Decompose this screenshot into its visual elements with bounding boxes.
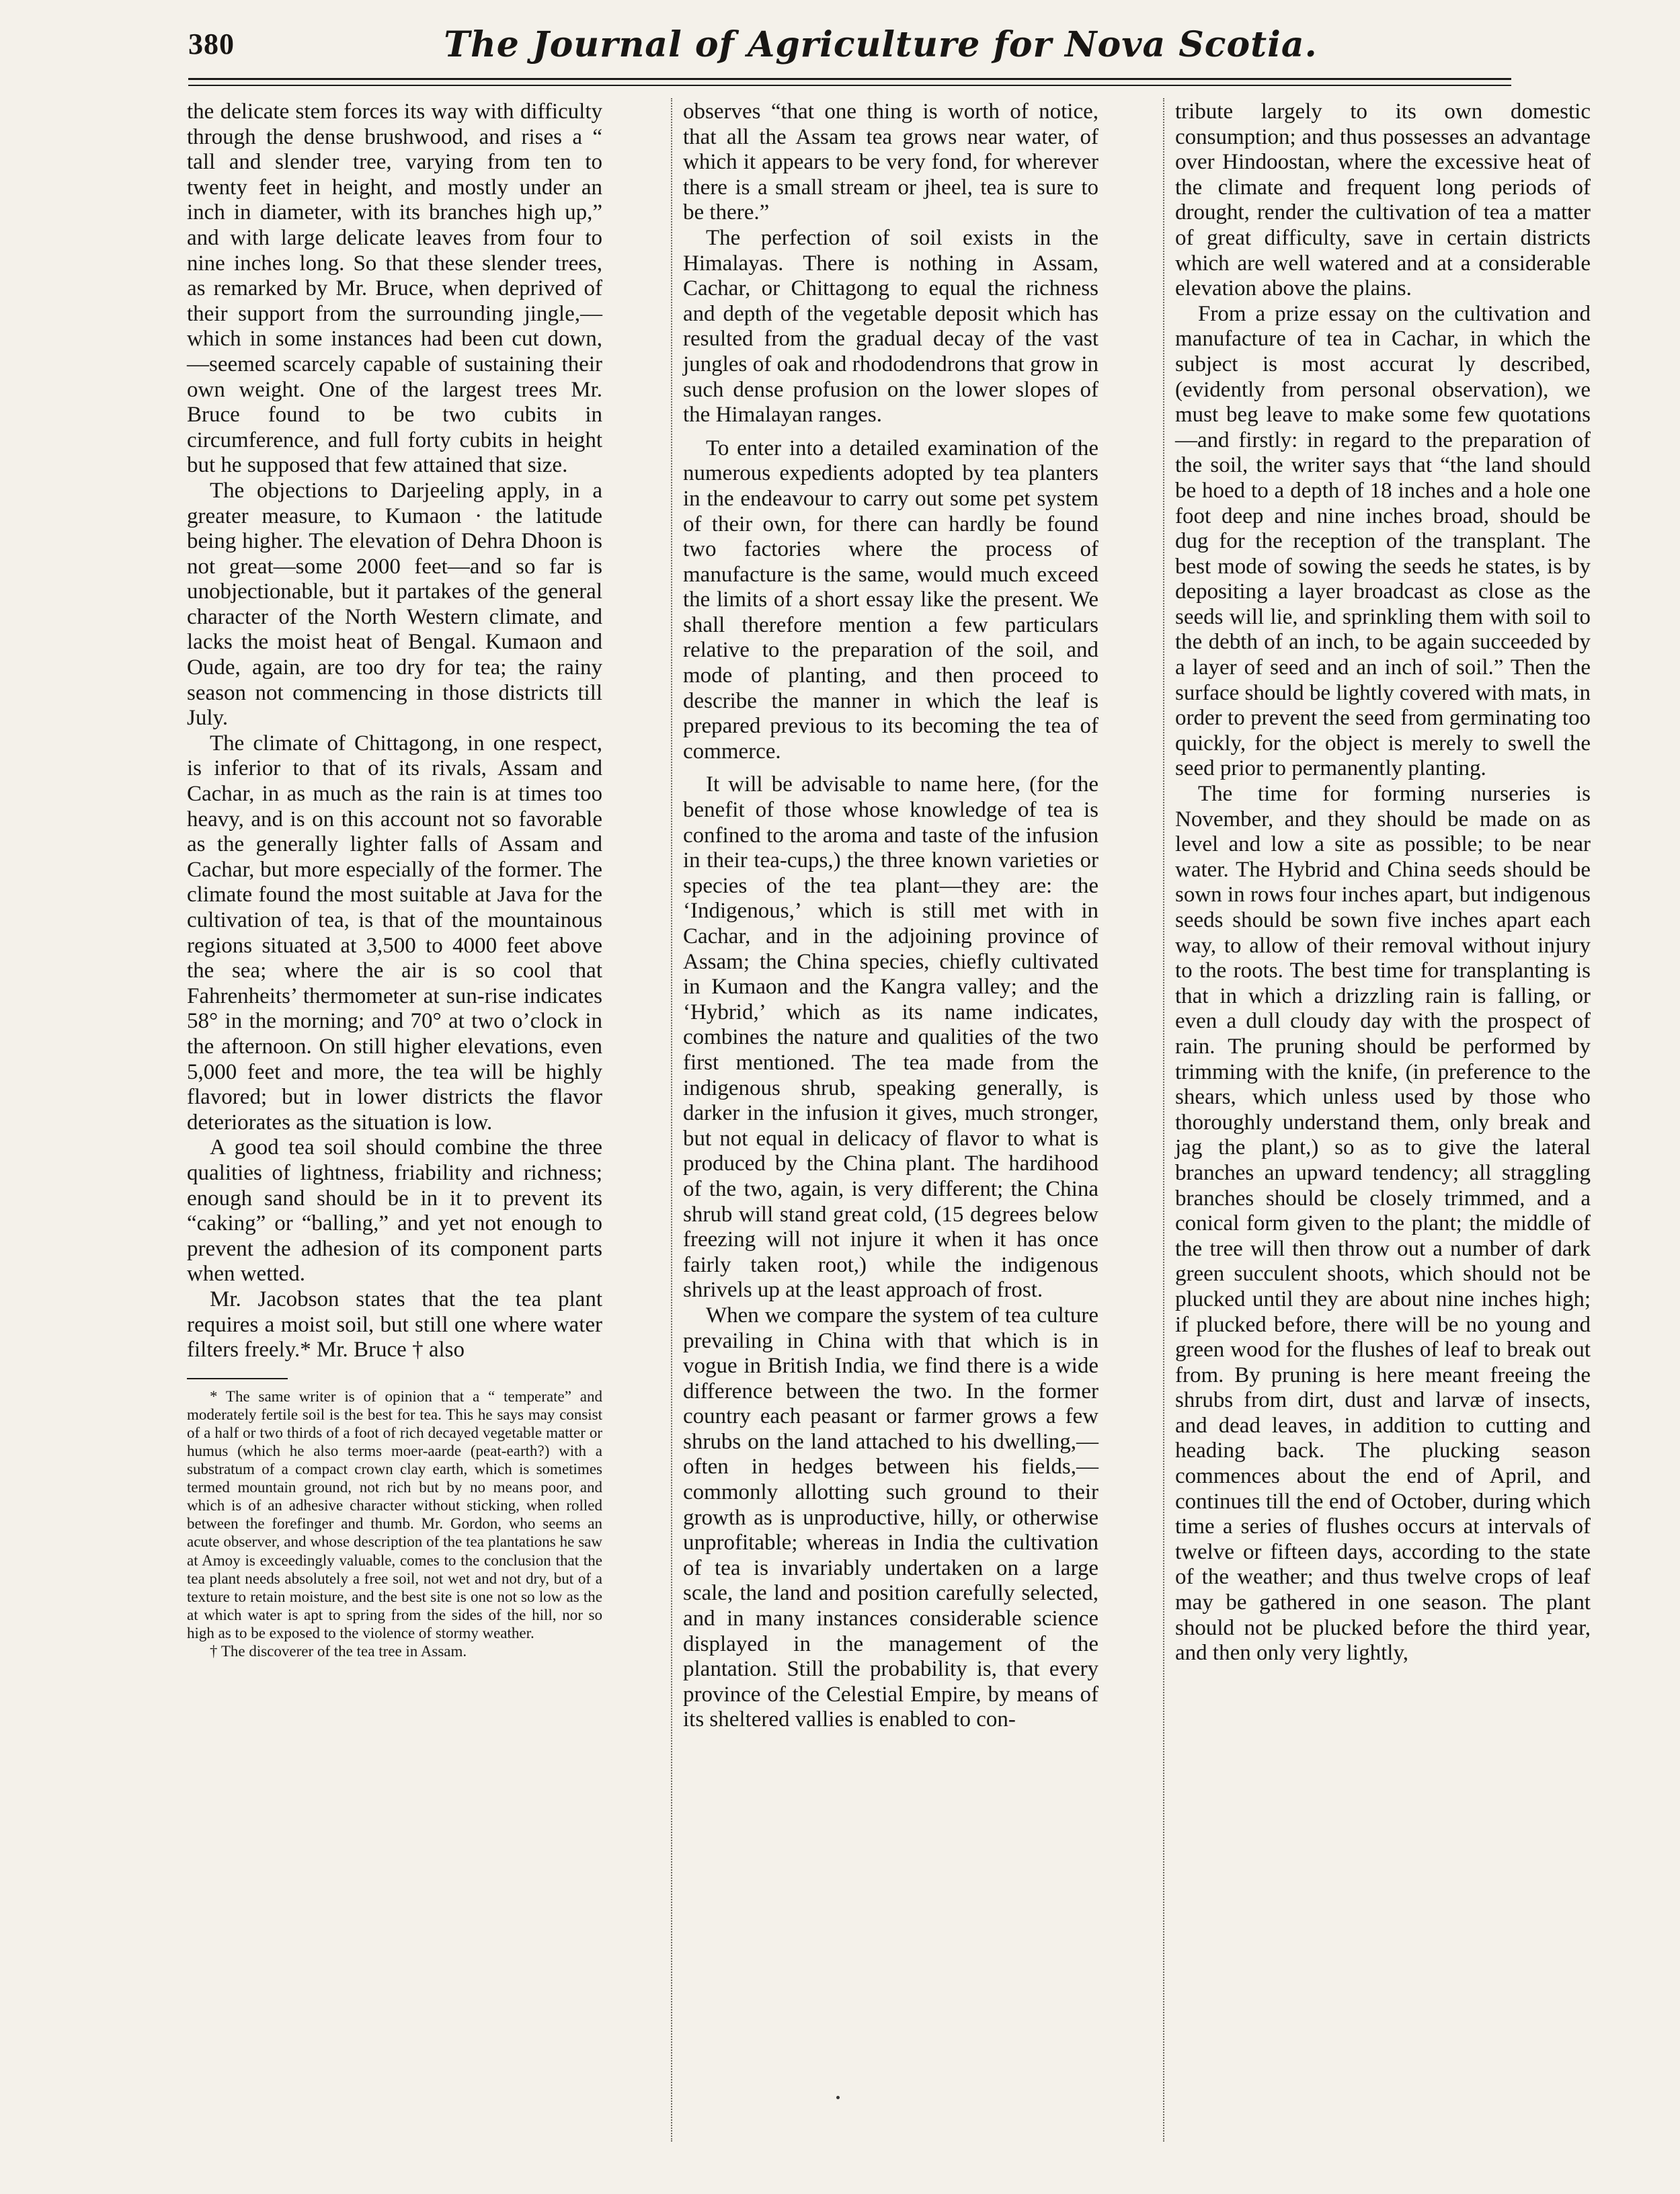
paragraph: The perfection of soil exists in the Himalayas. There is nothing in Assam, Cachar, or Chittagong to equal the richness and depth of the vegetable deposit which has resulted from the gradual decay of the vast jungles of oak and rhododendrons that grow in such dense profusion on the lower slopes of the Himalayan ranges. — [683, 225, 1098, 428]
column-1 — [187, 99, 602, 1660]
running-title: The Journal of Agriculture for Nova Scotia. — [444, 24, 1318, 65]
paragraph: The climate of Chittagong, in one respect, is inferior to that of its rivals, Assam and Cachar, in as much as the rain is at times too heavy, and is on this account not so favorable as the generally lighter falls of Assam and Cachar, but more especially of the former. The climate found the most suitable at Java for the cultivation of tea, is that of the mountainous regions situated at 3,500 to 4000 feet above the sea; where the air is so cool that Fahrenheits’ thermometer at sun-rise indicates 58° in the morning; and 70° at two o’clock in the afternoon. On still higher elevations, even 5,000 feet and more, the tea will be highly flavored; but in lower districts the flavor deteriorates as the situation is low. — [187, 731, 602, 1135]
header-rule — [188, 78, 1511, 80]
footnote: † The discoverer of the tea tree in Assam. — [210, 1643, 467, 1660]
footnote-rule — [187, 1378, 288, 1379]
page-header — [188, 24, 1511, 69]
header-rule-thin — [188, 85, 1511, 86]
printer-mark — [836, 2096, 840, 2099]
column-2 — [683, 99, 1098, 1733]
column-divider — [671, 98, 672, 2142]
paragraph: From a prize essay on the cultivation and manufacture of tea in Cachar, in which the subject is most accurat ly described, (evidently from personal observation), we must beg leave to make some few quotations—and firstly: in regard to the preparation of the soil, the writer says that “the land should be hoed to a depth of 18 inches and a hole one foot deep and nine inches broad, should be dug for the reception of the transplant. The best mode of sowing the seeds he states, is by depositing a layer broadcast as close as the seeds will lie, and sprinkling them with soil to the debth of an inch, to be again succeeded by a layer of seed and an inch of soil.” Then the surface should be lightly covered with mats, in order to prevent the seed from germinating too quickly, for the object is merely to swell the seed prior to permanently planting. — [1175, 301, 1591, 781]
paragraph: the delicate stem forces its way with difficulty through the dense brushwood, and rises a “ tall and slender tree, varying from ten to twenty feet in height, and mostly under an inch in diameter, with its branches high up,” and with large delicate leaves from four to nine inches long. So that these slender trees, as remarked by Mr. Bruce, when deprived of their support from the surrounding jingle,—which in some instances had been cut down,—seemed scarcely capable of sustaining their own weight. One of the largest trees Mr. Bruce found to be two cubits in circumference, and full forty cubits in height but he supposed that few attained that size. — [187, 99, 602, 478]
paragraph: A good tea soil should combine the three qualities of lightness, friability and richness; enough sand should be in it to prevent its “caking” or “balling,” and yet not enough to prevent the adhesion of its component parts when wetted. — [187, 1135, 602, 1287]
page-number: 380 — [188, 28, 235, 60]
column-divider — [1163, 98, 1164, 2142]
paragraph: tribute largely to its own domestic consumption; and thus possesses an advantage over Hindoostan, where the excessive heat of the climate and frequent long periods of drought, render the cultivation of tea a matter of great difficulty, save in certain districts which are well watered and at a considerable elevation above the plains. — [1175, 99, 1591, 301]
footnote: * The same writer is of opinion that a “ temperate” and moderately fertile soil is the best for tea. This he says may consist of a half or two thirds of a foot of rich decayed vegetable matter or humus (which he also terms moer-aarde (peat-earth?) with a substratum of a compact crown clay earth, which is sometimes termed mountain ground, not rich but by no means poor, and which is of an adhesive character without sticking, when rolled between the forefinger and thumb. Mr. Gordon, who seems an acute observer, and whose description of the tea plantations he saw at Amoy is exceedingly valuable, comes to the conclusion that the tea plant needs absolutely a free soil, not wet and not dry, but of a texture to retain moisture, and the best site is one not so low as the at which water is apt to spring from the sides of the hill, nor so high as to be exposed to the violence of stormy weather. — [187, 1387, 602, 1641]
paragraph: When we compare the system of tea culture prevailing in China with that which is in vogue in British India, we find there is a wide difference between the two. In the former country each peasant or farmer grows a few shrubs on the land attached to his dwelling,—often in hedges between his fields,—commonly allotting such ground to their growth as is unproductive, hilly, or otherwise unprofitable; whereas in India the cultivation of tea is invariably undertaken on a large scale, the land and position carefully selected, and in many instances considerable science displayed in the management of the plantation. Still the probability is, that every province of the Celestial Empire, by means of its sheltered vallies is enabled to con- — [683, 1303, 1098, 1732]
paragraph: Mr. Jacobson states that the tea plant requires a moist soil, but still one where water filters freely.* Mr. Bruce † also — [187, 1287, 602, 1363]
paragraph: To enter into a detailed examination of the numerous expedients adopted by tea planters in the endeavour to carry out some pet system of their own, for there can hardly be found two factories where the process of manufacture is the same, would much exceed the limits of a short essay like the present. We shall therefore mention a few particulars relative to the preparation of the soil, and mode of planting, and then proceed to describe the manner in which the leaf is prepared previous to its becoming the tea of commerce. — [683, 436, 1098, 764]
paragraph: observes “that one thing is worth of notice, that all the Assam tea grows near water, of which it appears to be very fond, for wherever there is a small stream or jheel, tea is sure to be there.” — [683, 99, 1098, 225]
paragraph: The objections to Darjeeling apply, in a greater measure, to Kumaon · the latitude being higher. The elevation of Dehra Dhoon is not great—some 2000 feet—and so far is unobjectionable, but it partakes of the general character of the North Western climate, and lacks the moist heat of Bengal. Kumaon and Oude, again, are too dry for tea; the rainy season not commencing in those districts till July. — [187, 478, 602, 731]
column-3 — [1175, 99, 1591, 1666]
paragraph: The time for forming nurseries is November, and they should be made on as level and low a site as possible; to be near water. The Hybrid and China seeds should be sown in rows four inches apart, but indigenous seeds should be sown five inches apart each way, to allow of their removal without injury to the roots. The best time for transplanting is that in which a drizzling rain is falling, or even a dull cloudy day with the prospect of rain. The pruning should be performed by trimming with the knife, (in preference to the shears, which unless used by those who thoroughly understand them, only break and jag the plant,) so as to give the lateral branches an upward tendency; all straggling branches should be closely trimmed, and a conical form given to the plant; the middle of the tree will then throw out a number of dark green succulent shoots, which should not be plucked until they are about nine inches high; if plucked before, there will be no young and green wood for the flushes of leaf to break out from. By pruning is here meant freeing the shrubs from dirt, dust and larvæ of insects, and dead leaves, in addition to cutting and heading back. The plucking season commences about the end of April, and continues till the end of October, during which time a series of flushes occurs at intervals of twelve or fifteen days, according to the state of the weather; and thus twelve crops of leaf may be gathered in one season. The plant should not be plucked before the third year, and then only very lightly, — [1175, 782, 1591, 1666]
paragraph: It will be advisable to name here, (for the benefit of those whose knowledge of tea is confined to the aroma and taste of the infusion in their tea-cups,) the three known varieties or species of the tea plant—they are: the ‘Indigenous,’ which is still met with in Cachar, and in the adjoining province of Assam; the China species, chiefly cultivated in Kumaon and the Kangra valley; and the ‘Hybrid,’ which as its name indicates, combines the nature and qualities of the two first mentioned. The tea made from the indigenous shrub, speaking generally, is darker in the infusion it gives, much stronger, but not equal in delicacy of flavor to what is produced by the China plant. The hardihood of the two, again, is very different; the China shrub will stand great cold, (15 degrees below freezing will not injure it when it has once fairly taken root,) while the indigenous shrivels up at the least approach of frost. — [683, 772, 1098, 1303]
